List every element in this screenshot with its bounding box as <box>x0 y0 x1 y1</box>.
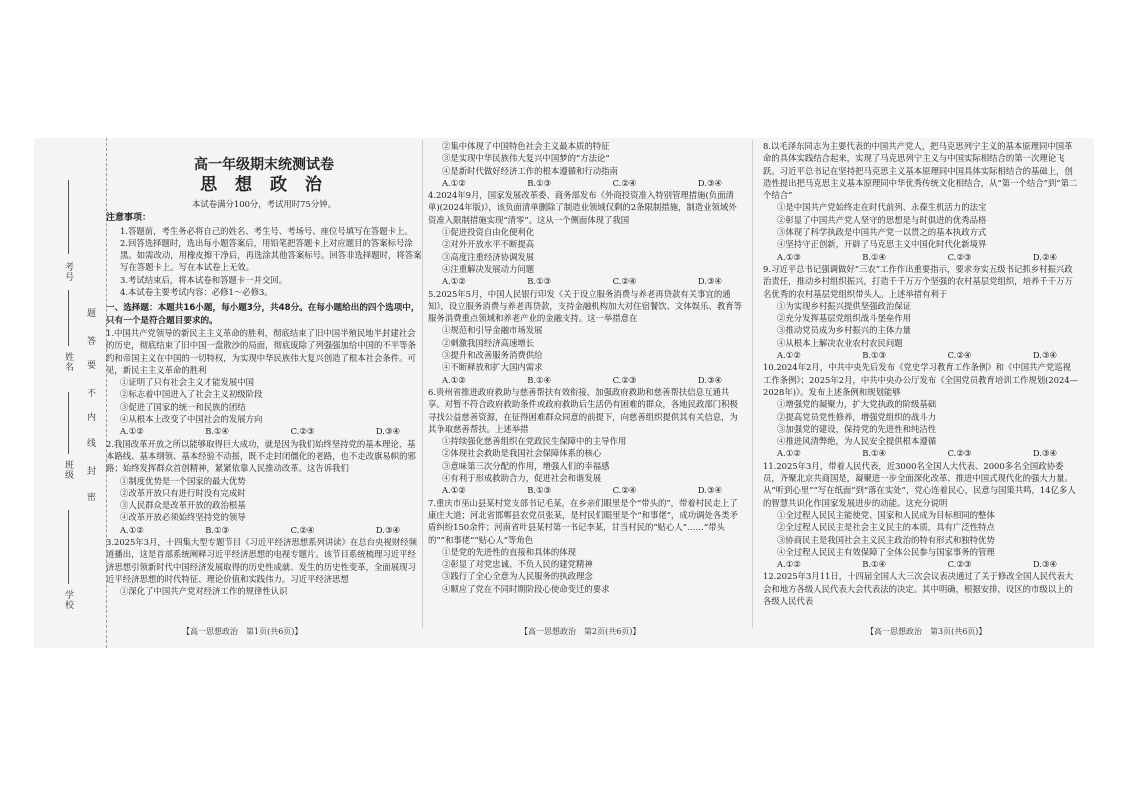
q3-item: ④是新时代做好经济工作的根本遵循和行动指南 <box>442 165 618 176</box>
q10-item: ③加强党的建设，保持党的先进性和纯洁性 <box>777 423 937 434</box>
school-line <box>68 510 69 584</box>
q5-item: ②刺激我国经济高速增长 <box>442 337 535 348</box>
option: B.①④ <box>862 251 887 262</box>
q9-item: ①为实现乡村振兴提供坚强政治保证 <box>777 300 911 311</box>
q11-item: ④全过程人民民主有效保障了全体公民参与国家事务的管理 <box>777 546 995 557</box>
page-footer: 【高一思想政治 第1页(共6页)】 <box>182 627 303 636</box>
q5-item: ③提升和改善服务消费供给 <box>442 350 543 361</box>
q2-item: ①制度优势是一个国家的最大优势 <box>120 475 246 486</box>
page-1-column <box>106 140 422 598</box>
option: C.②④ <box>612 276 637 287</box>
question-12: 12.2025年3月11日，十四届全国人大三次会议表决通过了关于修改全国人民代表大会和地方各级人民代表大会代表法的决定。其中明确，根据安排，设区的市级以上的各级人民代表 <box>763 571 1074 606</box>
question-5: 5.2025年5月，中国人民银行印发《关于设立服务消费与养老再贷款有关事宜的通知》，设立服务消费与养老再贷款，支持金融机构加大对住宿餐饮、文体娱乐、教育等服务消费重点领域和养老产业的金融支持。这一举措意在 <box>428 288 743 324</box>
option: A.①② <box>442 485 466 496</box>
q1-item: ④从根本上改变了中国社会的发展方向 <box>120 414 263 425</box>
page-2-column <box>428 140 744 595</box>
q4-item: ①促进投资自由化便利化 <box>442 227 535 238</box>
q10-item: ④推进风清弊绝，为人民安全提供根本遵循 <box>777 436 937 447</box>
q10-options <box>763 447 1079 459</box>
q9-item: ②充分发挥基层党组织战斗堡垒作用 <box>777 313 911 324</box>
option: A.①② <box>777 350 801 361</box>
q7-item: ②彰显了对党忠诚、不负人民的建党精神 <box>442 559 593 570</box>
seal-char: 封 <box>85 466 95 476</box>
option: B.①④ <box>862 448 887 459</box>
page-footer: 【高一思想政治 第3页(共6页)】 <box>866 627 987 636</box>
exam-meta: 本试卷满分100分，考试用时75分钟。 <box>192 199 336 209</box>
q7-item: ③践行了全心全意为人民服务的执政理念 <box>442 571 593 582</box>
exam-no-line <box>68 180 69 254</box>
q1-options <box>106 425 422 437</box>
q7-item: ①是党的先进性的直接和具体的体现 <box>442 546 576 557</box>
q5-item: ④不断释放和扩大国内需求 <box>442 362 543 373</box>
column-divider <box>422 140 423 628</box>
option: D.③④ <box>375 524 400 535</box>
q4-options <box>428 275 744 287</box>
q6-options <box>428 484 744 496</box>
sidebar-label-name: 姓名 <box>63 352 73 372</box>
q6-item: ④有利于形成救助合力，促进社会和谐发展 <box>442 473 602 484</box>
option: C.②④ <box>612 177 637 188</box>
option: A.①② <box>442 177 466 188</box>
option: A.①② <box>777 559 801 570</box>
page-footer: 【高一思想政治 第2页(共6页)】 <box>520 627 641 636</box>
q4-item: ③高度注重经济协调发展 <box>442 251 535 262</box>
sidebar-label-exam-no: 考号 <box>63 262 73 282</box>
q2-item: ②改革开放只有进行时没有完成时 <box>120 487 246 498</box>
q8-options <box>763 251 1079 263</box>
q7-item: ④顺应了党在不同时期阶段心使命变迁的要求 <box>442 583 610 594</box>
q6-item: ①持续强化慈善组织在党政民生保障中的主导作用 <box>442 436 627 447</box>
question-1: 1.中国共产党领导的新民主主义革命的胜利，彻底结束了旧中国半殖民地半封建社会的历史，彻底结束了旧中国一盘散沙的局面，彻底废除了列强强加给中国的不平等条约和帝国主义在中国的一切特权，为实现中华民族伟大复兴创造了根本社会条件。可见，新民主主义革命的胜利 <box>106 327 416 375</box>
question-7: 7.重庆市巫山县某村党支部书记毛某，在乡亲们眼里是个“带头的”，带着村民走上了康庄大道；河北省邯郸县农党员张某，是村民们眼里是个“和事佬”，成功调处各类矛盾纠纷150余件；河南省叶县某村第一书记李某，甘当村民的“贴心人”……“带头的”“和事佬”“贴心人”等角色 <box>428 497 739 545</box>
option: A.①③ <box>777 251 801 262</box>
q8-item: ②彰显了中国共产党人坚守的思想是与时俱进的优秀品格 <box>777 214 987 225</box>
notice-item: 4.本试卷主要考试内容：必修1～必修3。 <box>120 287 273 298</box>
q11-options <box>763 558 1079 570</box>
q1-item: ③促进了国家的统一和民族的团结 <box>120 401 246 412</box>
sidebar-label-school: 学校 <box>63 590 73 610</box>
q3-item: ①深化了中国共产党对经济工作的规律性认识 <box>120 586 288 597</box>
option: D.③④ <box>697 177 722 188</box>
seal-char: 答 <box>85 336 95 346</box>
q11-item: ③协商民主是我国社会主义民主政治的特有形式和独特优势 <box>777 534 995 545</box>
q2-item: ④改革开放必须始终坚持党的领导 <box>120 512 246 523</box>
question-4: 4.2024年9月，国家发展改革委、商务部发布《外商投资准入特别管理措施(负面清单)(2024年版)》，该负面清单删除了制造业领域仅剩的2条限制措施，制造业领域外资准入限制措施实现“清零”。这从一个侧面体现了我国 <box>428 190 737 225</box>
q2-item: ③人民群众是改革开放的政治根基 <box>120 500 246 511</box>
option: C.②④ <box>290 524 315 535</box>
q9-item: ③推动党员成为乡村振兴的主体力量 <box>777 325 911 336</box>
option: B.①④ <box>527 374 552 385</box>
option: A.①② <box>120 524 144 535</box>
option: D.③④ <box>697 374 722 385</box>
question-9: 9.习近平总书记强调做好“三农”工作作出重要指示，要求夯实五级书记抓乡村振兴政治责任，推动乡村组织振兴，打造千千万万个坚强的农村基层党组织，培养千千万万名优秀的农村基层党组织带头人。上述举措有利于 <box>763 263 1073 299</box>
option: B.①③ <box>527 485 552 496</box>
q10-item: ①增强党的凝聚力，扩大党执政的阶级基础 <box>777 399 937 410</box>
question-2: 2.我国改革开放之所以能够取得巨大成功，就是因为我们始终坚持党的基本理论、基本路线、基本纲领、基本经验不动摇，既不走封闭僵化的老路，也不走改旗易帜的邪路；始终发挥群众首创精神，紧紧依靠人民推动改革。这告诉我们 <box>106 438 416 474</box>
q11-item: ①全过程人民民主能使党、国家和人民成为目标相同的整体 <box>777 509 995 520</box>
q9-options <box>763 349 1079 361</box>
option: D.③④ <box>375 426 400 437</box>
question-11: 11.2025年3月，带着人民代表，近3000名全国人大代表、2000多名全国政协委员，齐聚北京共商国是，凝聚进一步全面深化改革、推进中国式现代化的强大力量。从“听到心里”“写在纸面”到“落在实处”，党心连着民心，民意与国策共鸣，14亿多人的智慧共识化作国家发展进步的动能。这充分说明 <box>763 460 1076 508</box>
notice-item: 1.答题前，考生务必将自己的姓名、考生号、考场号、座位号填写在答题卡上。 <box>120 225 413 236</box>
option: B.①④ <box>205 426 230 437</box>
q3-item: ②集中体现了中国特色社会主义最本质的特征 <box>442 141 610 151</box>
question-3: 3.2025年3月，十四集大型专题节目《习近平经济思想系列讲读》在总台央视财经频道播出，这是首部系统阐释习近平经济思想的电视专题片。该节目系统梳理习近平经济思想引领新时代中国经济发展取得的历史性成就、发生的历史性变革，全面展现习近平经济思想的时代特征、理论价值和实践伟力。习近平经济思想 <box>106 537 418 584</box>
name-line <box>68 290 69 346</box>
option: B.①③ <box>862 350 887 361</box>
q8-item: ④坚持守正创新，开辟了马克思主义中国化时代化新境界 <box>777 239 987 250</box>
question-8: 8.以毛泽东同志为主要代表的中国共产党人，把马克思列宁主义的基本原理同中国革命的具体实践结合起来，实现了马克思列宁主义与中国实际相结合的第一次理论飞跃。习近平总书记在坚持把马克思主义基本原理同中国具体实际相结合的基础上，创造性提出把马克思主义基本原理同中华优秀传统文化相结合，从“第一个结合”到“第二个结合” <box>763 141 1078 201</box>
q2-options <box>106 524 422 536</box>
page-3-column <box>763 140 1079 607</box>
q3-options <box>428 177 744 189</box>
q11-item: ②全过程人民民主是社会主义民主的本质，具有广泛性特点 <box>777 522 995 533</box>
exam-title: 高一年级期末统测试卷 <box>194 157 334 173</box>
option: A.①② <box>777 448 801 459</box>
q1-item: ②标志着中国进入了社会主义初级阶段 <box>120 389 263 400</box>
option: D.③④ <box>1032 448 1057 459</box>
question-10: 10.2024年2月，中共中央先后发布《党史学习教育工作条例》和《中国共产党巡视工作条例》；2025年2月，中共中央办公厅发布《全国党员教育培训工作规划(2024—2028年)》。发布上述条例和规划能够 <box>763 362 1079 397</box>
q10-item: ②提高党员党性修养，增强党组织的战斗力 <box>777 411 937 422</box>
sidebar-label-class: 班级 <box>63 460 73 480</box>
option: D.③④ <box>697 276 722 287</box>
subject-title: 思 想 政 治 <box>200 175 328 195</box>
question-6: 6.贵州省推进政府救助与慈善帮扶有效衔接，加强政府救助和慈善帮扶信息互通共享。对暂不符合政府救助条件或政府救助后生活仍有困难的群众，各地民政部门积极寻找公益慈善资源，在征得困难群众同意的前提下，向慈善组织提供其有关信息，为其争取慈善帮扶。上述举措 <box>428 386 738 434</box>
option: C.②③ <box>612 374 637 385</box>
option: D.③④ <box>697 485 722 496</box>
option: C.②③ <box>947 559 972 570</box>
seal-char: 密 <box>85 492 95 502</box>
q3-item: ③是实现中华民族伟大复兴中国梦的“方法论” <box>442 153 610 164</box>
q1-item: ①证明了只有社会主义才能发展中国 <box>120 377 254 388</box>
option: C.②③ <box>947 448 972 459</box>
option: A.①② <box>442 276 466 287</box>
section-heading: 一、选择题：本题共16小题，每小题3分，共48分。在每小题给出的四个选项中，只有一个是符合题目要求的。 <box>106 303 420 326</box>
q5-options <box>428 374 744 386</box>
q9-item: ④从根本上解决农业农村农民问题 <box>777 337 903 348</box>
option: A.①② <box>442 374 466 385</box>
option: C.②④ <box>947 350 972 361</box>
q8-item: ③体现了科学执政是中国共产党一以贯之的基本执政方式 <box>777 227 987 238</box>
option: C.②③ <box>947 251 972 262</box>
q5-item: ①规范和引导金融市场发展 <box>442 325 543 336</box>
option: B.①③ <box>205 524 230 535</box>
notice-item: 2.回答选择题时，选出每小题答案后，用铅笔把答题卡上对应题目的答案标号涂黑。如需改动，用橡皮擦干净后，再选涂其他答案标号。回答非选择题时，将答案写在答题卡上。写在本试卷上无效。 <box>120 237 422 273</box>
option: B.①③ <box>527 276 552 287</box>
seal-char: 不 <box>85 388 95 398</box>
class-line <box>68 392 69 454</box>
seal-char: 要 <box>85 360 95 370</box>
option: C.②③ <box>290 426 315 437</box>
option: A.①② <box>120 426 144 437</box>
q6-item: ③意味第三次分配的作用，增强人们的幸福感 <box>442 460 610 471</box>
q8-item: ①是中国共产党始终走在时代前列、永葆生机活力的法宝 <box>777 202 987 213</box>
seal-char: 题 <box>85 308 95 318</box>
q6-item: ②体现社会救助是我国社会保障体系的核心 <box>442 448 602 459</box>
option: D.③④ <box>1032 350 1057 361</box>
option: D.②④ <box>1032 251 1057 262</box>
seal-char: 线 <box>85 438 95 448</box>
option: B.①③ <box>527 177 552 188</box>
notice-heading: 注意事项： <box>106 213 152 224</box>
option: C.②④ <box>612 485 637 496</box>
seal-char: 内 <box>85 412 95 422</box>
notice-item: 3.考试结束后，将本试卷和答题卡一并交回。 <box>120 274 288 285</box>
q4-item: ④注重解决发展动力问题 <box>442 263 535 274</box>
option: B.①④ <box>862 559 887 570</box>
column-divider <box>752 140 753 628</box>
q4-item: ②对外开放水平不断提高 <box>442 239 535 250</box>
option: D.③④ <box>1032 559 1057 570</box>
